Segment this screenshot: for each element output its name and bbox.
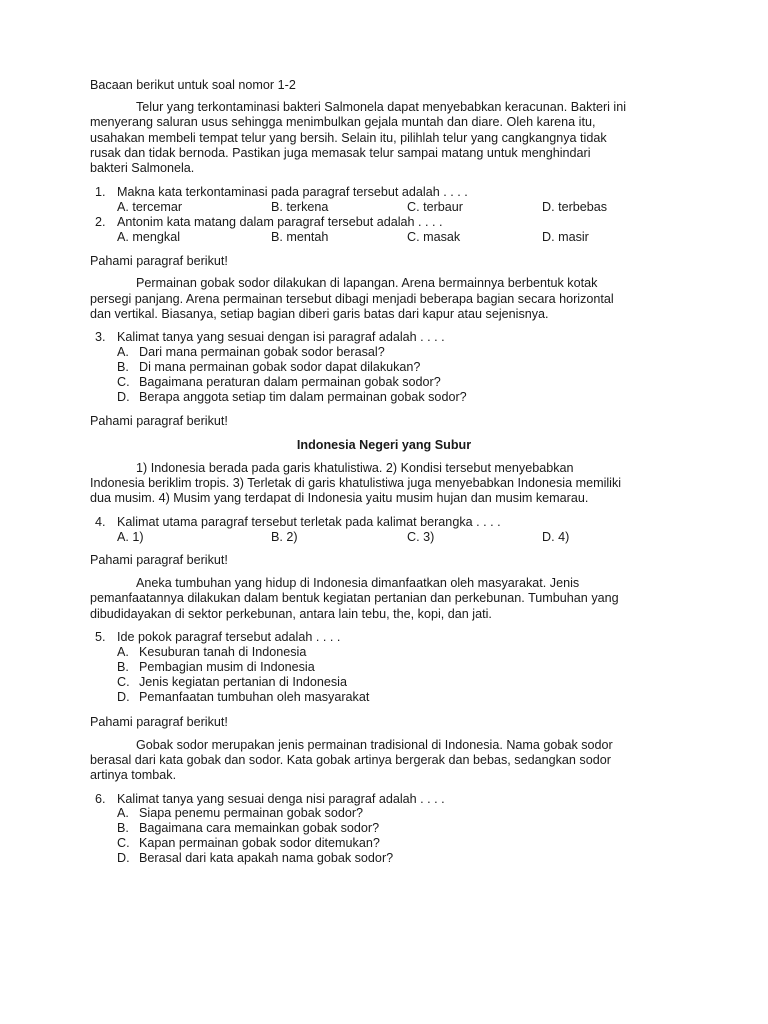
option-d: D. terbebas — [542, 200, 608, 214]
section2-line-2: persegi panjang. Arena permainan tersebut dibagi menjadi beberapa bagian secara horizontal — [90, 292, 614, 306]
option-b: B. mentah — [271, 230, 329, 244]
question-text: Kalimat tanya yang sesuai denga nisi paragraf adalah . . . . — [117, 792, 445, 806]
option-a: A. mengkal — [117, 230, 180, 244]
question-text: Kalimat tanya yang sesuai dengan isi paragraf adalah . . . . — [117, 330, 445, 344]
option-c: C. terbaur — [407, 200, 463, 214]
section5-intro: Pahami paragraf berikut! — [90, 715, 228, 729]
section4-line-2: pemanfaatannya dilakukan dalam bentuk kegiatan pertanian dan perkebunan. Tumbuhan yang — [90, 591, 619, 605]
option-b: B. terkena — [271, 200, 329, 214]
question-text: Antonim kata matang dalam paragraf tersebut adalah . . . . — [117, 215, 443, 229]
question-number: 4. — [95, 515, 106, 529]
question-number: 2. — [95, 215, 106, 229]
question-number: 3. — [95, 330, 106, 344]
option-b: B. 2) — [271, 530, 298, 544]
document-page: Bacaan berikut untuk soal nomor 1-2 Telur yang terkontaminasi bakteri Salmonela dapat menyebabkan keracunan. Bakteri ini menyerang saluran usus sehingga menimbulkan gejala muntah dan diare. Oleh karena itu, usahakan membeli tempat telur yang bersih. Selain itu, pilihlah telur yang cangkangnya tidak rusak dan tidak bernoda. Pastikan juga memasak telur sampai matang untuk menghindari bakteri Salmonela. 1. Makna kata terkontaminasi pada paragraf tersebut adalah . . . . A. tercemar B. terkena C. terbaur D. terbebas 2. Antonim kata matang dalam paragraf tersebut adalah . . . . A. mengkal B. mentah C. masak D. masir Pahami paragraf berikut! Permainan gobak sodor dilakukan di lapangan. Arena bermainnya berbentuk kotak persegi panjang. Arena permainan tersebut dibagi menjadi beberapa bagian secara horizontal dan vertikal. Biasanya, setiap bagian diberi garis batas dari kapur atau sejenisnya. 3. Kalimat tanya yang sesuai dengan isi paragraf adalah . . . . A. Dari mana permainan gobak sodor berasal? B. Di mana permainan gobak sodor dapat dilakukan? C. Bagaimana peraturan dalam permainan gobak sodor? D. Berapa anggota setiap tim dalam permainan gobak sodor? Pahami paragraf berikut! Indonesia Negeri yang Subur 1) Indonesia berada pada garis khatulistiwa. 2) Kondisi tersebut menyebabkan Indonesia beriklim tropis. 3) Terletak di garis khatulistiwa juga menyebabkan Indonesia memiliki dua musim. 4) Musim yang terdapat di Indonesia yaitu musim hujan dan musim kemarau. 4. Kalimat utama paragraf tersebut terletak pada kalimat berangka . . . . A. 1) B. 2) C. 3) D. 4) Pahami paragraf berikut! Aneka tumbuhan yang hidup di Indonesia dimanfaatkan oleh masyarakat. Jenis pemanfaatannya dilakukan dalam bentuk kegiatan pertanian dan perkebunan. Tumbuhan yang dibudidayakan di sektor perkebunan, antara lain tebu, the, kopi, dan jati. 5. Ide pokok paragraf tersebut adalah . . . . A. Kesuburan tanah di Indonesia B. Pembagian musim di Indonesia C. Jenis kegiatan pertanian di Indonesia D. Pemanfaatan tumbuhan oleh masyarakat Pahami paragraf berikut! Gobak sodor merupakan jenis permainan tradisional di Indonesia. Nama gobak sodor berasal dari kata gobak dan sodor. Kata gobak artinya bergerak dan bebas, sedangkan sodor artinya tombak. 6. Kalimat tanya yang sesuai denga nisi paragraf adalah . . . . A. Siapa penemu permainan gobak sodor? B. Bagaimana cara memainkan gobak sodor? C. Kapan permainan gobak sodor ditemukan? D. Berasal dari kata apakah nama gobak sodor? — [0, 0, 768, 1024]
option-c: C. masak — [407, 230, 461, 244]
question-number: 6. — [95, 792, 106, 806]
section1-line-4: rusak dan tidak bernoda. Pastikan juga memasak telur sampai matang untuk menghindari — [90, 146, 591, 160]
option-a: A. tercemar — [117, 200, 183, 214]
passage-title: Indonesia Negeri yang Subur — [296, 438, 472, 452]
question-text: Ide pokok paragraf tersebut adalah . . . . — [117, 630, 341, 644]
section4-line-3: dibudidayakan di sektor perkebunan, antara lain tebu, the, kopi, dan jati. — [90, 607, 492, 621]
option-d: D. masir — [542, 230, 589, 244]
option-a: A. 1) — [117, 530, 144, 544]
section5-line-1: Gobak sodor merupakan jenis permainan tradisional di Indonesia. Nama gobak sodor — [136, 738, 613, 752]
question-number: 1. — [95, 185, 106, 199]
section3-line-3: dua musim. 4) Musim yang terdapat di Indonesia yaitu musim hujan dan musim kemarau. — [90, 491, 589, 505]
option-c: C. 3) — [407, 530, 435, 544]
section5-line-3: artinya tombak. — [90, 768, 177, 782]
question-text: Makna kata terkontaminasi pada paragraf tersebut adalah . . . . — [117, 185, 468, 199]
question-number: 5. — [95, 630, 106, 644]
section2-line-1: Permainan gobak sodor dilakukan di lapangan. Arena bermainnya berbentuk kotak — [136, 276, 598, 290]
section3-intro: Pahami paragraf berikut! — [90, 414, 228, 428]
section1-line-5: bakteri Salmonela. — [90, 161, 195, 175]
section3-line-2: Indonesia beriklim tropis. 3) Terletak di garis khatulistiwa juga menyebabkan Indonesia memiliki — [90, 476, 622, 490]
option-d: D. 4) — [542, 530, 570, 544]
section3-line-1: 1) Indonesia berada pada garis khatulistiwa. 2) Kondisi tersebut menyebabkan — [136, 461, 574, 475]
question-text: Kalimat utama paragraf tersebut terletak pada kalimat berangka . . . . — [117, 515, 501, 529]
section4-intro: Pahami paragraf berikut! — [90, 553, 228, 567]
section1-intro: Bacaan berikut untuk soal nomor 1-2 — [90, 78, 296, 92]
section1-line-1: Telur yang terkontaminasi bakteri Salmonela dapat menyebabkan keracunan. Bakteri ini — [136, 100, 627, 114]
section1-line-2: menyerang saluran usus sehingga menimbulkan gejala muntah dan diare. Oleh karena itu, — [90, 115, 596, 129]
section4-line-1: Aneka tumbuhan yang hidup di Indonesia dimanfaatkan oleh masyarakat. Jenis — [136, 576, 580, 590]
section2-line-3: dan vertikal. Biasanya, setiap bagian diberi garis batas dari kapur atau sejenisnya. — [90, 307, 549, 321]
section2-intro: Pahami paragraf berikut! — [90, 254, 228, 268]
section5-line-2: berasal dari kata gobak dan sodor. Kata gobak artinya bergerak dan bebas, sedangkan sodor — [90, 753, 611, 767]
section1-line-3: usahakan membeli tempat telur yang bersih. Selain itu, pilihlah telur yang cangkangnya tidak — [90, 131, 607, 145]
